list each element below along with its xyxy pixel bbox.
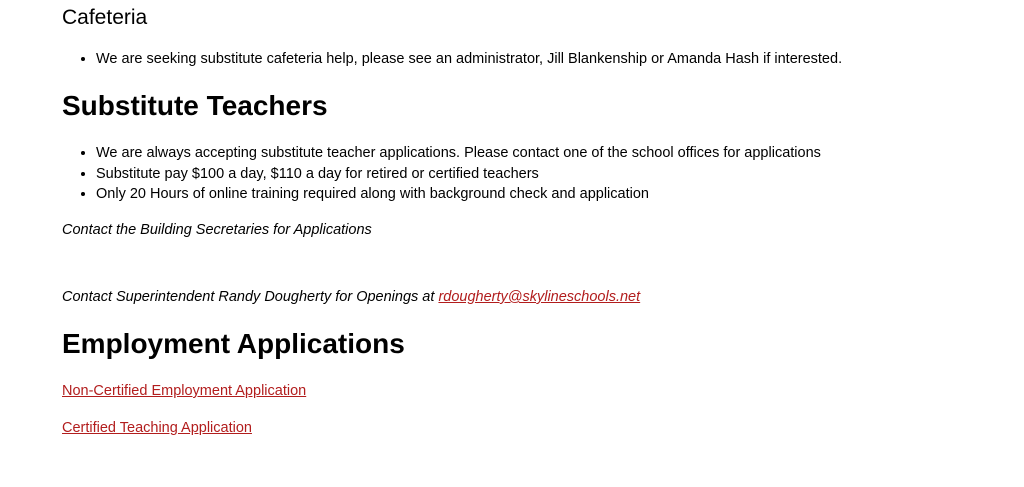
employment-applications-heading: Employment Applications	[62, 328, 405, 359]
certified-link-row	[62, 418, 252, 438]
certified-teaching-application-link[interactable]: Certified Teaching Application	[62, 420, 252, 436]
contact-superintendent-line	[62, 287, 640, 307]
contact-secretaries-text: Contact the Building Secretaries for Applications	[62, 222, 372, 238]
list-item: • We are always accepting substitute teacher applications. Please contact one of the school offices for applications	[96, 143, 821, 164]
cafeteria-heading: Cafeteria	[62, 6, 148, 29]
list-item: • Only 20 Hours of online training required along with background check and application	[96, 184, 821, 205]
non-certified-link-row	[62, 381, 306, 401]
list-item: • Substitute pay $100 a day, $110 a day for retired or certified teachers	[96, 164, 821, 185]
list-item: • We are seeking substitute cafeteria help, please see an administrator, Jill Blankenship or Amanda Hash if interested.	[96, 49, 842, 70]
contact-superintendent-text: Contact Superintendent Randy Dougherty for Openings at	[62, 289, 439, 305]
cafeteria-list	[62, 49, 842, 70]
non-certified-application-link[interactable]: Non-Certified Employment Application	[62, 383, 307, 399]
superintendent-email-link[interactable]: rdougherty@skylineschools.net	[438, 289, 641, 305]
substitute-teachers-heading: Substitute Teachers	[62, 90, 328, 121]
substitute-teachers-list	[62, 143, 821, 205]
